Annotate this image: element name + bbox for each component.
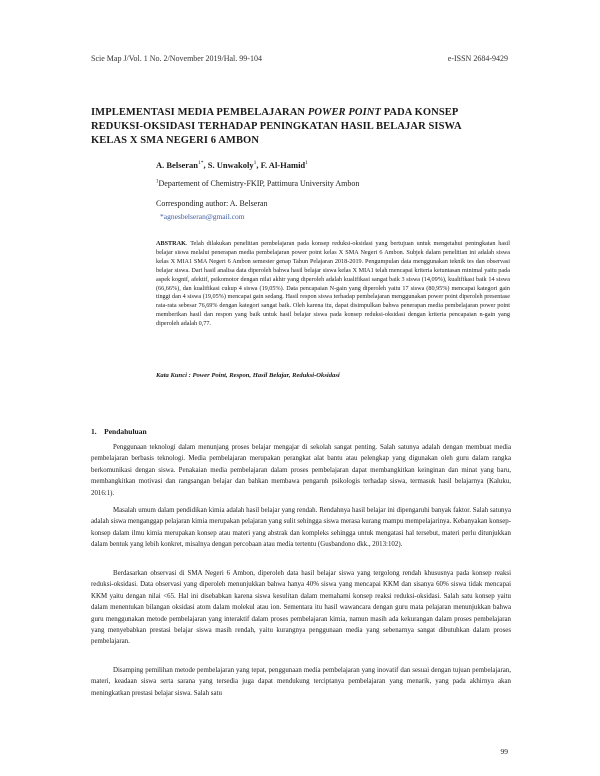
page-number: 99 [500,747,508,756]
author-3: F. Al-Hamid [260,160,306,170]
title-italic: POWER POINT [307,107,381,118]
paragraph-text: Disamping pemilihan metode pembelajaran yang tepat, penggunaan media pembelajaran yang inovatif dan sesuai dengan tujuan pembelajaran, materi, keadaan siswa serta sarana yang tersedia juga dapat mendukung terciptanya pembelajaran yang menarik, yang pada akhirnya akan meningkatkan prestasi belajar siswa. Salah satu [91,667,511,697]
title-line-2: REDUKSI-OKSIDASI TERHADAP PENINGKATAN HASIL BELAJAR SISWA [91,121,462,132]
corresponding-author: Corresponding author: A. Belseran [156,199,268,208]
abstract [156,240,510,329]
paragraph-4 [91,665,511,699]
keywords: Kata Kunci : Power Point, Respon, Hasil Belajar, Reduksi-Oksidasi [156,372,340,379]
author-3-sup: 1 [305,160,308,167]
title-text: PADA KONSEP [380,107,459,118]
abstract-text: . Telah dilakukan penelitian pembelajaran pada konsep reduksi-oksidasi yang bertujuan untuk mengetahui peningkatan hasil belajar siswa melalui penerapan media pembelajaran power point kelas X SMA Negeri 6 Ambon. Subjek dalam penelitian ini adalah siswa kelas X MIA1 SMA Negeri 6 Ambon semester genap Tahun Pelajaran 2018-2019. Pengumpulan data menggunakan teknik tes dan observasi belajar siswa. Dari hasil analisa data diperoleh bahwa hasil belajar siswa kelas X MIA1 telah mencapai kriteria ketuntasan minimal yaitu pada aspek kognif, afektif, psikomotor dengan nilai akhir yang diperoleh adalah kualifikasi sangat baik 3 siswa (14,09%), kualifikasi baik 14 siswa (66,66%), dan kualifikasi cukup 4 siswa (19,05%). Data pencapaian N-gain yang diperoleh yaitu 17 siswa (80,95%) mencapai kategori gain tinggi dan 4 siswa (19,05%) mencapai gain sedang. Hasil respon siswa terhadap pembelajaran menggunakan power point diperoleh presentase rata-rata sebesar 76,69% dengan kategori sangat baik. Oleh karena itu, dapat disimpulkan bahwa penerapan media pembelajaran power point memberikan hasil dan respon yang baik untuk hasil belajar siswa pada konsep reduksi-oksidasi dengan kriteria pencapaian n-gain yang diperoleh adalah 0,77. [156,240,510,328]
author-1-sup: 1* [198,160,204,167]
section-number: 1. [91,427,97,436]
journal-header: Scie Map J/Vol. 1 No. 2/November 2019/Hal. 99-104 [91,54,262,63]
author-list [156,160,308,170]
affiliation-text: Departement of Chemistry-FKIP, Pattimura University Ambon [158,179,360,188]
email-link[interactable]: *agnesbelseran@gmail.com [160,212,245,221]
author-sep: , [256,160,261,170]
author-2-sup: 1 [253,160,257,167]
paragraph-1 [91,442,511,499]
title-line-1 [91,106,511,120]
author-2: S. Unwakoly [207,160,254,170]
affiliation-sup: 1 [156,179,159,185]
paragraph-text: Masalah umum dalam pendidikan kimia adalah hasil belajar yang rendah. Rendahnya hasil belajar ini dipengaruhi banyak faktor. Salah satunya adalah siswa menganggap pelajaran kimia merupakan pelajaran yang sulit sehingga siswa merasa kurang mampu mempelajarinya. Kebanyakan konsep-konsep dalam ilmu kimia merupakan konsep atau materi yang abstrak dan kompleks sehingga untuk mengatasi hal tersebut, materi perlu ditunjukkan dalam bentuk yang lebih konkret, misalnya dengan percobaan atau media tertentu (Gusbandono dkk., 2013:102). [91,507,511,549]
abstract-label: ABSTRAK [156,240,186,247]
paragraph-2 [91,505,511,551]
author-sep: , [203,160,208,170]
paragraph-text: Berdasarkan observasi di SMA Negeri 6 Ambon, diperoleh data hasil belajar siswa yang tergolong rendah khususnya pada konsep reaksi reduksi-oksidasi. Data observasi yang diperoleh menunjukkan bahwa hanya 40% siswa yang mencapai KKM dan sisanya 60% siswa tidak mencapai KKM yaitu dengan nilai <65. Hal ini disebabkan karena siswa kesulitan dalam memahami konsep reaksi reduksi-oksidasi. Salah satu konsep yaitu dalam menentukan bilangan oksidasi atom dalam molekul atau ion. Sementara itu hasil wawancara dengan guru mata pelajaran menunjukkan bahwa guru menggunakan metode pembelajaran yang interaktif dalam proses pembelajaran kimia, namun masih ada kekurangan dalam proses pembelajaran yang menyebabkan prestasi belajar siswa masih rendah, yaitu kurangnya penggunaan media yang sebenarnya sangat dibutuhkan dalam proses pembelajaran. [91,570,511,646]
paragraph-3 [91,568,511,648]
title-text: IMPLEMENTASI MEDIA PEMBELAJARAN [91,107,308,118]
paper-title [91,106,511,148]
section-heading [91,427,147,436]
author-1: A. Belseran [156,160,199,170]
issn-header: e-ISSN 2684-9429 [447,54,508,63]
affiliation [156,179,359,188]
section-title: Pendahuluan [104,427,147,436]
paragraph-text: Penggunaan teknologi dalam menunjang proses belajar mengajar di sekolah sangat penting. Salah satunya adalah dengan membuat media pembelajaran berbasis teknologi. Media pembelajaran merupakan perangkat alat bantu atau pelengkap yang digunakan oleh guru dalam rangka berkomunikasi dengan siswa. Penakaian media pembelajaran dalam proses pembelajaran dapat membangkitkan keinginan dan minat yang baru, membangkitkan motivasi dan rangsangan belajar dan bahkan membawa pengaruh psikologis terhadap siswa, termasuk hasil belajarnya (Kaluku, 2016:1). [91,444,511,497]
title-line-3: KELAS X SMA NEGERI 6 AMBON [91,135,260,146]
